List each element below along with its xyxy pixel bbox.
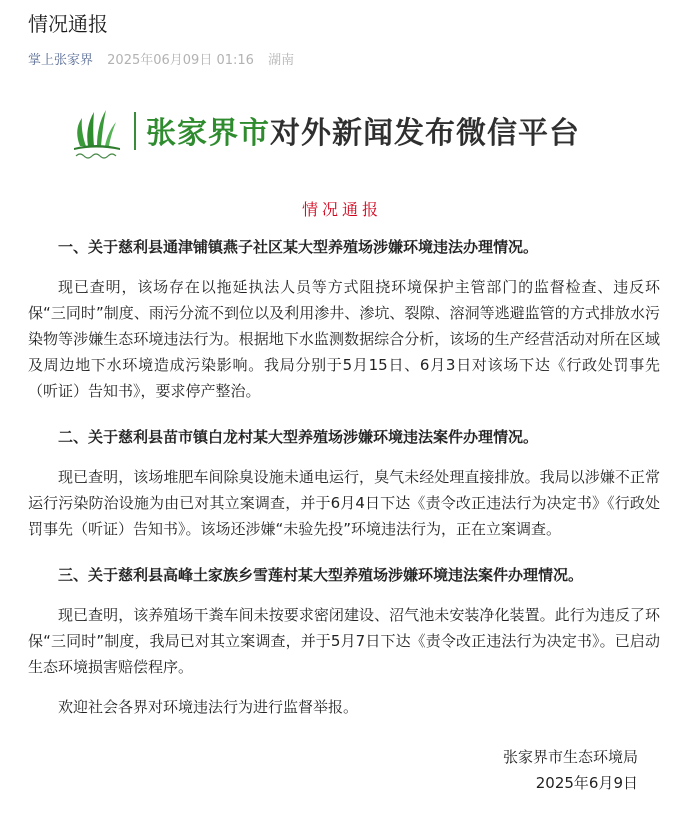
section-3-heading: 三、关于慈利县高峰土家族乡雪莲村某大型养殖场涉嫌环境违法案件办理情况。 <box>58 566 584 584</box>
banner-title-city: 张家界市 <box>146 116 270 151</box>
notice-content <box>28 234 660 720</box>
closing-text: 欢迎社会各界对环境违法行为进行监督举报。 <box>58 698 359 716</box>
issue-date: 2025年6月9日 <box>535 774 638 792</box>
publish-location: 湖南 <box>268 53 295 68</box>
banner <box>66 102 626 162</box>
section-2-body: 现已查明，该场堆肥车间除臭设施未通电运行，臭气未经处理直接排放。我局以涉嫌不正常运行污染防治设施为由已对其立案调查，并于6月4日下达《责令改正违法行为决定书》《行政处罚事先（听证）告知书》。该场还涉嫌“未验先投”环境违法行为，正在立案调查。 <box>28 468 660 538</box>
issuer: 张家界市生态环境局 <box>502 748 638 766</box>
banner-title-platform: 对外新闻发布微信平台 <box>270 116 580 151</box>
article-meta <box>28 52 294 70</box>
signoff <box>503 744 638 796</box>
publish-date: 2025年06月09日 01:16 <box>107 53 254 68</box>
section-1-heading: 一、关于慈利县通津铺镇燕子社区某大型养殖场涉嫌环境违法办理情况。 <box>58 238 539 256</box>
section-2-heading: 二、关于慈利县苗市镇白龙村某大型养殖场涉嫌环境违法案件办理情况。 <box>58 428 539 446</box>
banner-title <box>146 114 580 154</box>
notice-heading: 情况通报 <box>301 200 382 219</box>
account-name-link[interactable]: 掌上张家界 <box>28 53 94 68</box>
section-1-body: 现已查明，该场存在以拖延执法人员等方式阻挠环境保护主管部门的监督检查、违反环保“三同时”制度、雨污分流不到位以及利用渗井、渗坑、裂隙、溶洞等逃避监管的方式排放水污染物等涉嫌生态环境违法行为。根据地下水监测数据综合分析，该场的生产经营活动对所在区域及周边地下水环境造成污染影响。我局分别于5月15日、6月3日对该场下达《行政处罚事先（听证）告知书》，要求停产整治。 <box>28 278 660 400</box>
zhangjiajie-logo-icon <box>66 102 126 162</box>
section-3-body: 现已查明，该养殖场干粪车间未按要求密闭建设、沼气池未安装净化装置。此行为违反了环保“三同时”制度，我局已对其立案调查，并于5月7日下达《责令改正违法行为决定书》。已启动生态环境损害赔偿程序。 <box>28 606 660 676</box>
article-title: 情况通报 <box>28 12 108 36</box>
banner-divider <box>134 112 136 150</box>
